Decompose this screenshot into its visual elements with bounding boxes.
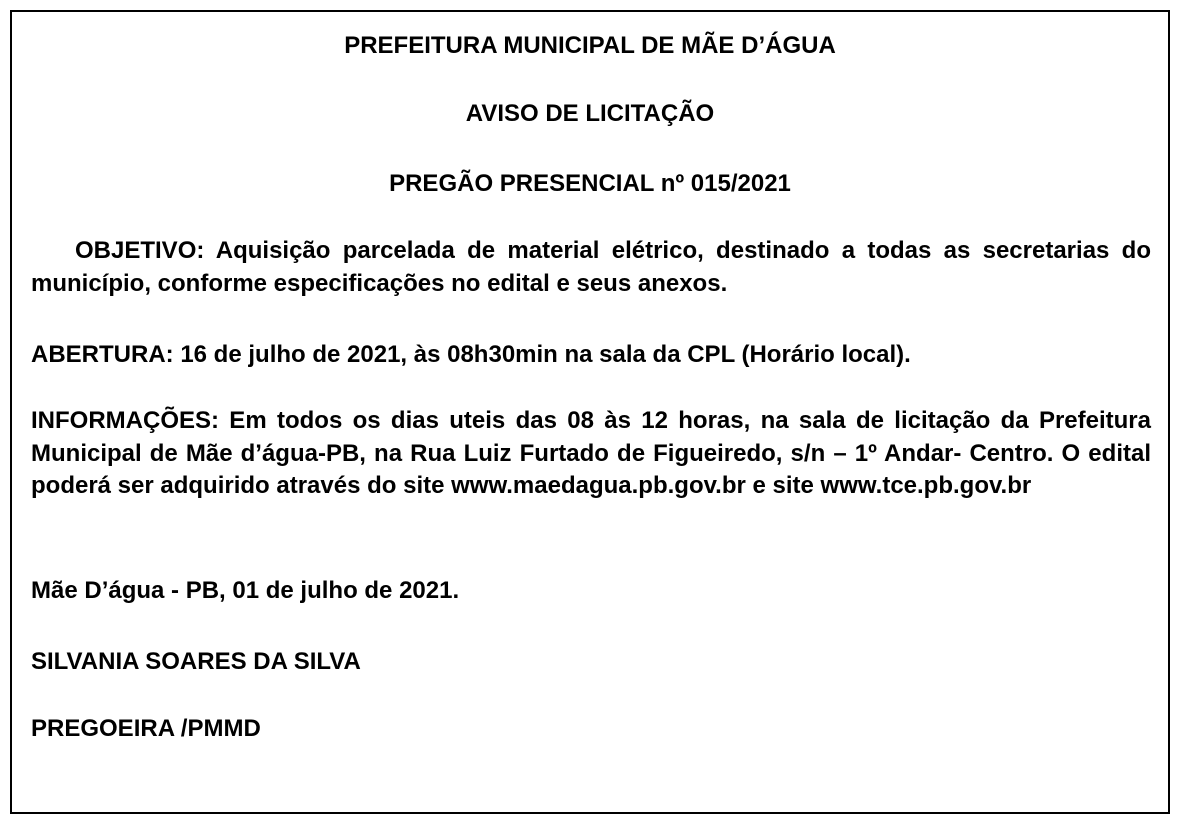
signer-role: PREGOEIRA /PMMD xyxy=(31,715,261,742)
process-number: PREGÃO PRESENCIAL nº 015/2021 xyxy=(389,170,791,197)
objective-paragraph: OBJETIVO: Aquisição parcelada de material elétrico, destinado a todas as secretarias do município, conforme especificações no edital e seus anexos. xyxy=(31,237,1151,297)
notice-title: AVISO DE LICITAÇÃO xyxy=(465,100,715,127)
information-paragraph: INFORMAÇÕES: Em todos os dias uteis das 08 às 12 horas, na sala de licitação da Prefeitura Municipal de Mãe d’água-PB, na Rua Luiz Furtado de Figueiredo, s/n – 1º Andar- Centro. O edital poderá ser adquirido através do site www.maedagua.pb.gov.br e site www.tce.pb.gov.br xyxy=(31,407,1151,499)
opening-paragraph: ABERTURA: 16 de julho de 2021, às 08h30min na sala da CPL (Horário local). xyxy=(31,341,911,368)
municipality-header: PREFEITURA MUNICIPAL DE MÃE D’ÁGUA xyxy=(344,32,836,59)
signer-name: SILVANIA SOARES DA SILVA xyxy=(31,648,361,675)
place-date: Mãe D’água - PB, 01 de julho de 2021. xyxy=(31,577,460,604)
notice-frame xyxy=(10,10,1170,814)
